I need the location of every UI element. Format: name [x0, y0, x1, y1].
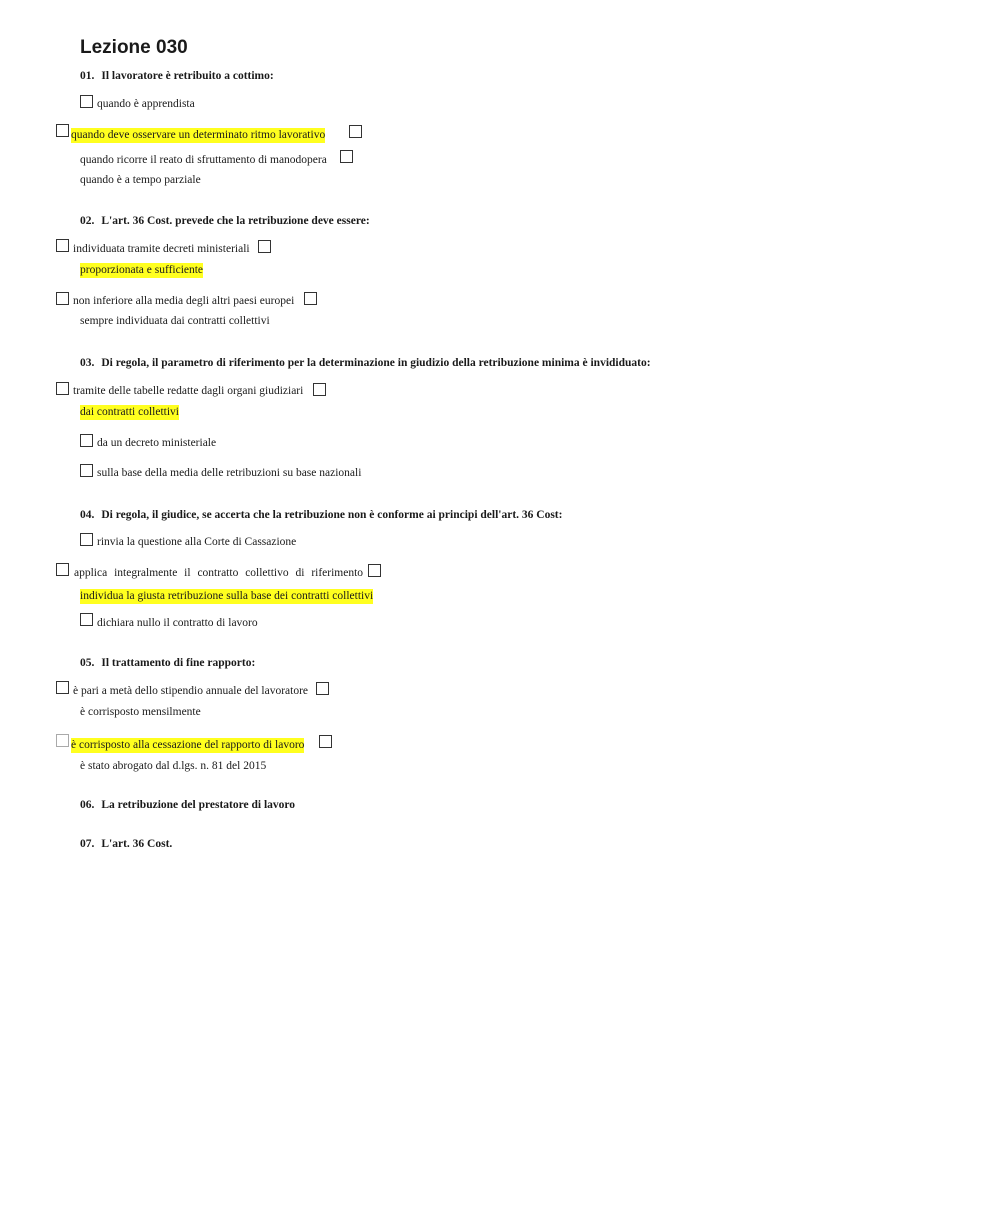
option-checkbox[interactable] [80, 95, 93, 108]
question-03-heading [80, 357, 651, 369]
option-label-correct: è corrisposto alla cessazione del rapporto di lavoro [71, 739, 305, 751]
question-number: 02. [80, 215, 95, 227]
option-checkbox[interactable] [56, 292, 69, 305]
option-checkbox[interactable] [80, 434, 93, 447]
option-checkbox[interactable] [56, 734, 69, 747]
question-05-heading [80, 657, 255, 669]
question-number: 04. [80, 509, 95, 521]
option-label: è corrisposto mensilmente [80, 706, 201, 718]
option-label: sulla base della media delle retribuzioni su base nazionali [97, 467, 362, 479]
option-label: quando è apprendista [97, 98, 195, 110]
option-checkbox[interactable] [56, 239, 69, 252]
option-label: quando è a tempo parziale [80, 174, 201, 186]
option-label: da un decreto ministeriale [97, 437, 217, 449]
option-checkbox[interactable] [80, 613, 93, 626]
question-text: La retribuzione del prestatore di lavoro [101, 799, 296, 811]
option-checkbox[interactable] [319, 735, 332, 748]
option-checkbox[interactable] [56, 124, 69, 137]
option-checkbox[interactable] [304, 292, 317, 305]
option-checkbox[interactable] [316, 682, 329, 695]
question-04-heading [80, 509, 562, 521]
question-number: 05. [80, 657, 95, 669]
question-number: 07. [80, 838, 95, 850]
option-label: è stato abrogato dal d.lgs. n. 81 del 2015 [80, 760, 267, 772]
option-label-correct: dai contratti collettivi [80, 406, 179, 418]
question-01-heading [80, 70, 274, 82]
option-label: è pari a metà dello stipendio annuale del lavoratore [73, 685, 309, 697]
option-label: applica integralmente il contratto collettivo di riferimento [74, 567, 364, 579]
option-label-correct: quando deve osservare un determinato ritmo lavorativo [71, 129, 326, 141]
option-checkbox[interactable] [80, 533, 93, 546]
question-text: Il trattamento di fine rapporto: [101, 657, 256, 669]
question-number: 01. [80, 70, 95, 82]
option-checkbox[interactable] [313, 383, 326, 396]
option-label-correct: proporzionata e sufficiente [80, 264, 204, 276]
question-07-heading [80, 838, 172, 850]
option-label-correct: individua la giusta retribuzione sulla base dei contratti collettivi [80, 590, 374, 602]
option-checkbox[interactable] [258, 240, 271, 253]
option-checkbox[interactable] [340, 150, 353, 163]
option-checkbox[interactable] [56, 382, 69, 395]
option-checkbox[interactable] [56, 563, 69, 576]
option-label: rinvia la questione alla Corte di Cassazione [97, 536, 297, 548]
option-label: dichiara nullo il contratto di lavoro [97, 617, 258, 629]
question-06-heading [80, 799, 295, 811]
question-text: L'art. 36 Cost. [101, 838, 173, 850]
option-checkbox[interactable] [349, 125, 362, 138]
option-checkbox[interactable] [368, 564, 381, 577]
option-checkbox[interactable] [80, 464, 93, 477]
question-02-heading [80, 215, 370, 227]
option-label: tramite delle tabelle redatte dagli organi giudiziari [73, 385, 304, 397]
option-checkbox[interactable] [56, 681, 69, 694]
option-label: sempre individuata dai contratti collettivi [80, 315, 270, 327]
question-text: L'art. 36 Cost. prevede che la retribuzione deve essere: [101, 215, 370, 227]
option-label: individuata tramite decreti ministeriali [73, 243, 250, 255]
question-text: Il lavoratore è retribuito a cottimo: [101, 70, 274, 82]
option-label: non inferiore alla media degli altri paesi europei [73, 295, 295, 307]
page-title: Lezione 030 [80, 37, 188, 58]
option-label: quando ricorre il reato di sfruttamento di manodopera [80, 154, 327, 166]
question-text: Di regola, il parametro di riferimento per la determinazione in giudizio della retribuzione minima è invididuato: [101, 357, 651, 369]
question-text: Di regola, il giudice, se accerta che la retribuzione non è conforme ai principi dell'art. 36 Cost: [101, 509, 563, 521]
question-number: 06. [80, 799, 95, 811]
question-number: 03. [80, 357, 95, 369]
